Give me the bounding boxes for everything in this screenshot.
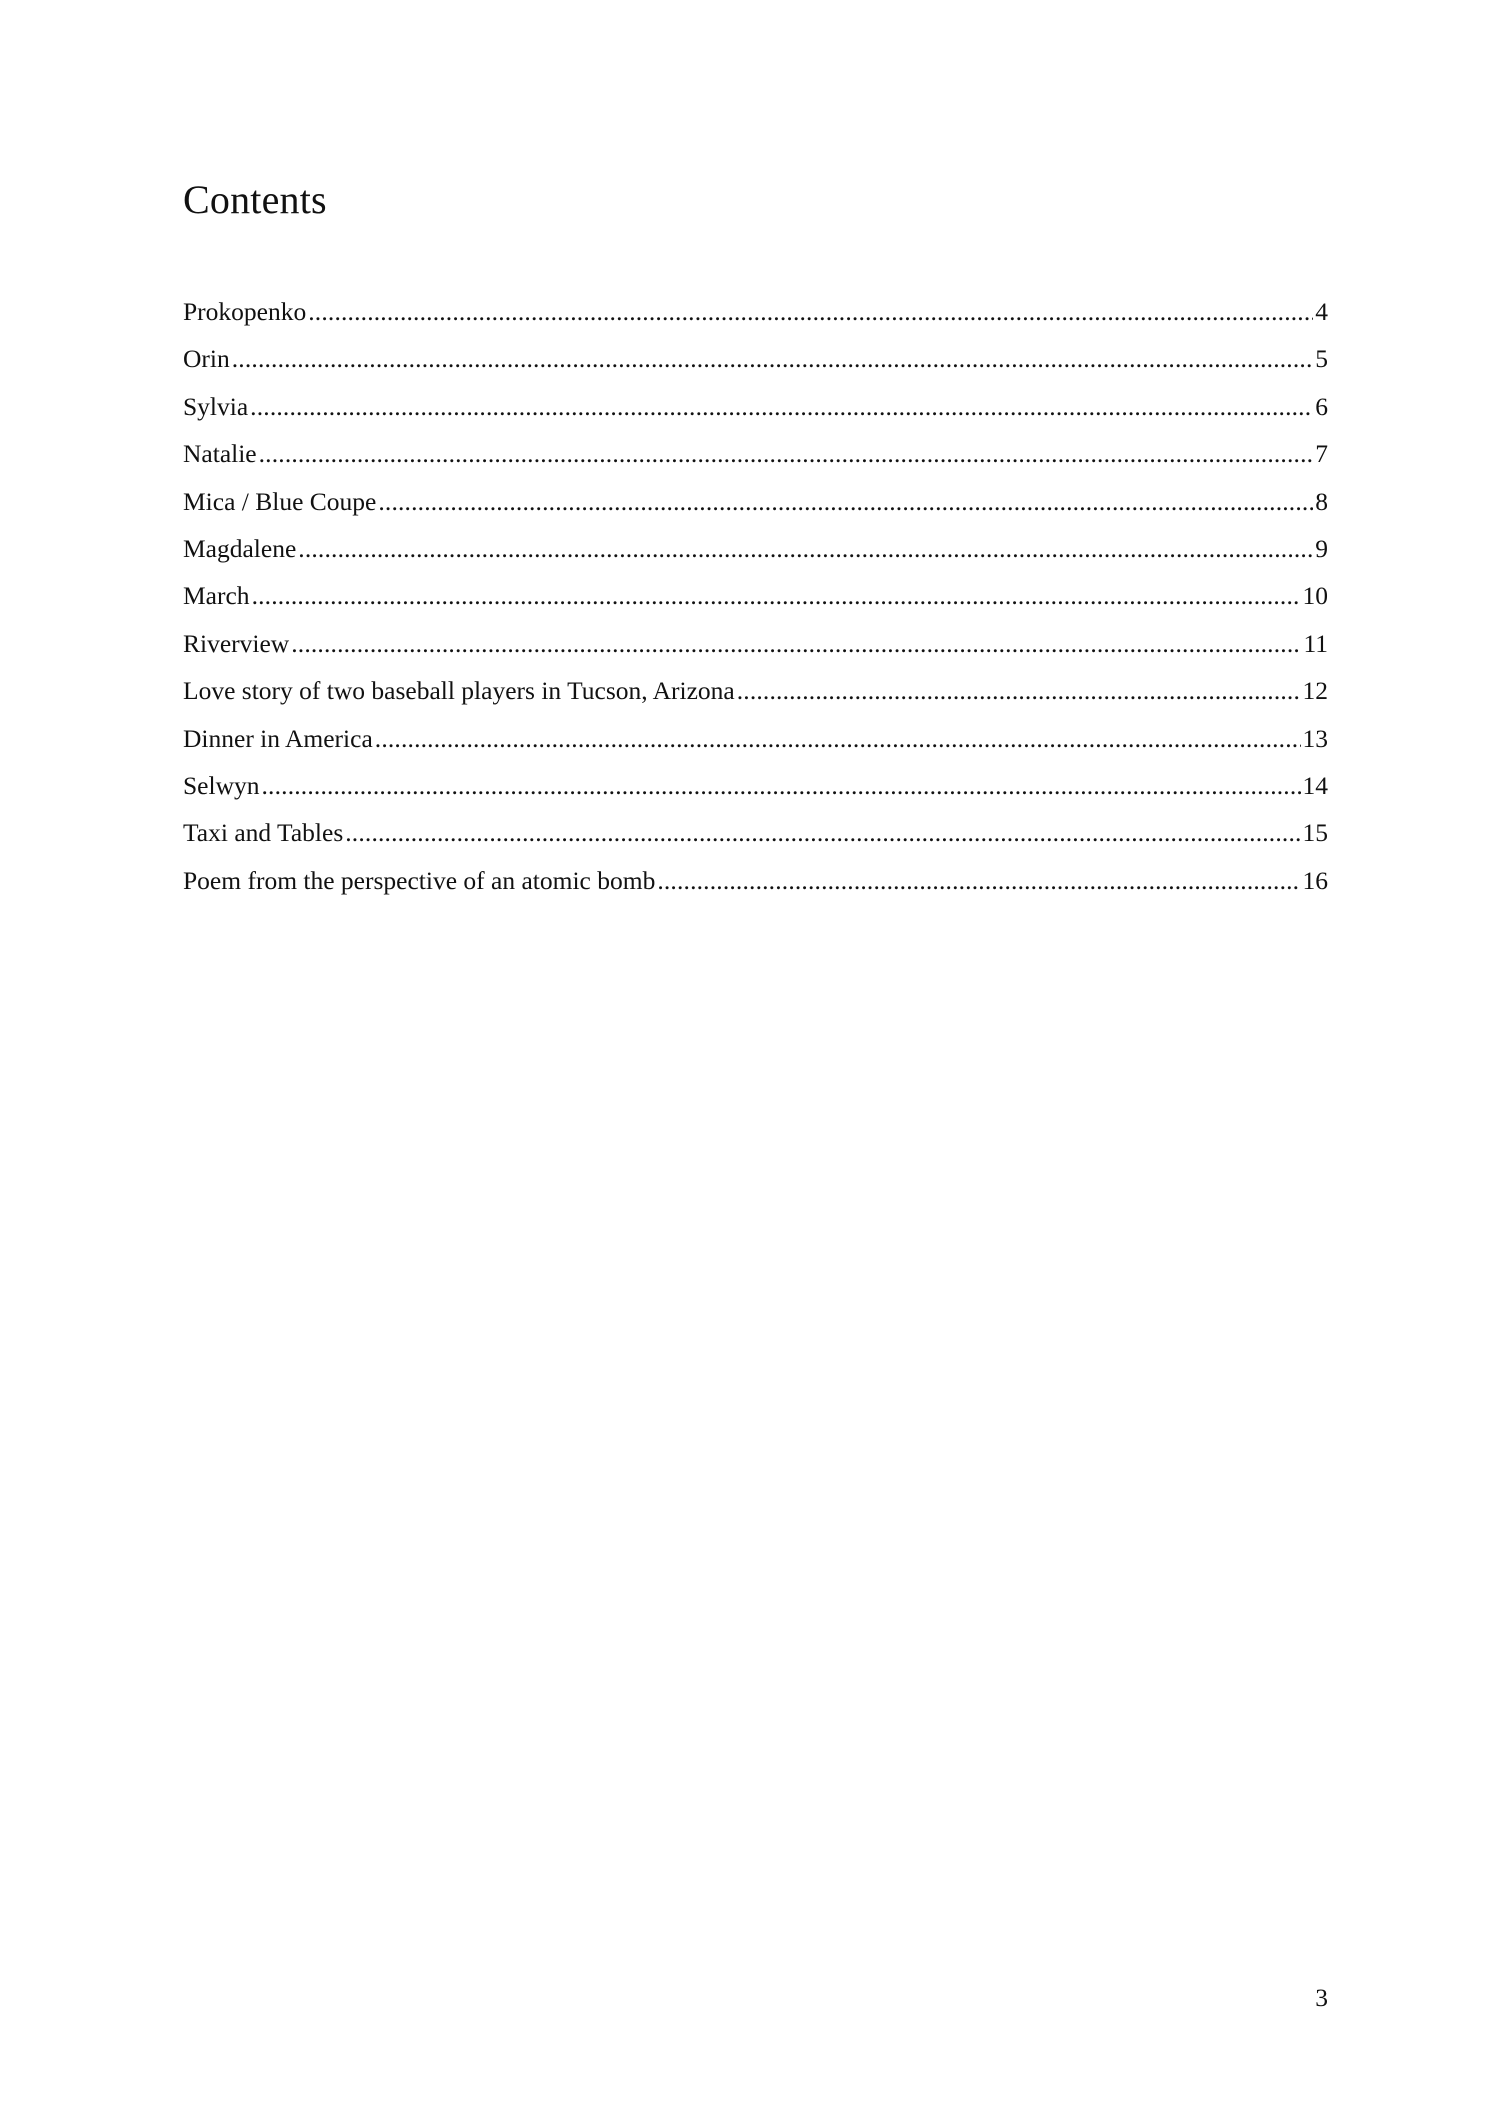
toc-entry-title: Prokopenko <box>183 297 307 326</box>
toc-dot-leader <box>250 383 1313 430</box>
toc-entry[interactable] <box>183 667 1328 714</box>
toc-dot-leader <box>232 335 1314 382</box>
toc-entry-title: Selwyn <box>183 770 260 800</box>
toc-entry-title: Love story of two baseball players in Tucson, Arizona <box>183 676 735 706</box>
toc-dot-leader <box>291 620 1301 667</box>
toc-entry-page: 13 <box>1302 723 1328 753</box>
toc-entry[interactable] <box>183 288 1328 335</box>
toc-entry-page: 5 <box>1315 344 1328 374</box>
toc-entry-title: Mica / Blue Coupe <box>183 486 377 516</box>
contents-heading: Contents <box>183 177 327 222</box>
toc-dot-leader <box>298 525 1313 572</box>
toc-entry[interactable] <box>183 715 1328 762</box>
toc-entry-page: 16 <box>1302 865 1328 895</box>
toc-entry-title: Riverview <box>183 628 290 658</box>
toc-entry-title: Orin <box>183 344 230 374</box>
toc-entry-page: 15 <box>1302 818 1328 848</box>
toc-entry[interactable] <box>183 809 1328 856</box>
toc-entry-page: 11 <box>1303 628 1328 658</box>
toc-entry-title: Taxi and Tables <box>183 818 344 848</box>
toc-entry-title: Poem from the perspective of an atomic bomb <box>183 865 656 895</box>
toc-entry-page: 6 <box>1315 391 1328 421</box>
toc-entry[interactable] <box>183 620 1328 667</box>
toc-entry-page: 14 <box>1302 770 1328 800</box>
toc-entry[interactable] <box>183 762 1328 809</box>
toc-dot-leader <box>375 715 1301 762</box>
toc-entry-title: Natalie <box>183 439 257 469</box>
page-number: 3 <box>1315 1983 1328 2012</box>
toc-entry[interactable] <box>183 383 1328 430</box>
toc-dot-leader <box>378 478 1313 525</box>
toc-entry-page: 7 <box>1315 439 1328 469</box>
toc-dot-leader <box>259 430 1314 477</box>
toc-dot-leader <box>657 857 1300 904</box>
toc-entry[interactable] <box>183 572 1328 619</box>
toc-entry-page: 9 <box>1315 533 1328 563</box>
toc-dot-leader <box>345 809 1300 856</box>
toc-entry-page: 4 <box>1315 297 1328 326</box>
toc-entry[interactable] <box>183 478 1328 525</box>
toc-dot-leader <box>737 667 1301 714</box>
toc-dot-leader <box>252 572 1301 619</box>
toc-entry-page: 8 <box>1315 486 1328 516</box>
toc-entry-page: 10 <box>1302 581 1328 611</box>
toc-entry[interactable] <box>183 335 1328 382</box>
toc-entry-title: Dinner in America <box>183 723 373 753</box>
toc-entry[interactable] <box>183 857 1328 904</box>
toc-entry-title: March <box>183 581 250 611</box>
toc-entry-title: Magdalene <box>183 533 297 563</box>
toc-entry-page: 12 <box>1302 676 1328 706</box>
table-of-contents <box>183 288 1328 904</box>
toc-entry[interactable] <box>183 525 1328 572</box>
toc-entry[interactable] <box>183 430 1328 477</box>
toc-entry-title: Sylvia <box>183 391 249 421</box>
toc-dot-leader <box>308 288 1313 335</box>
toc-dot-leader <box>262 762 1301 809</box>
